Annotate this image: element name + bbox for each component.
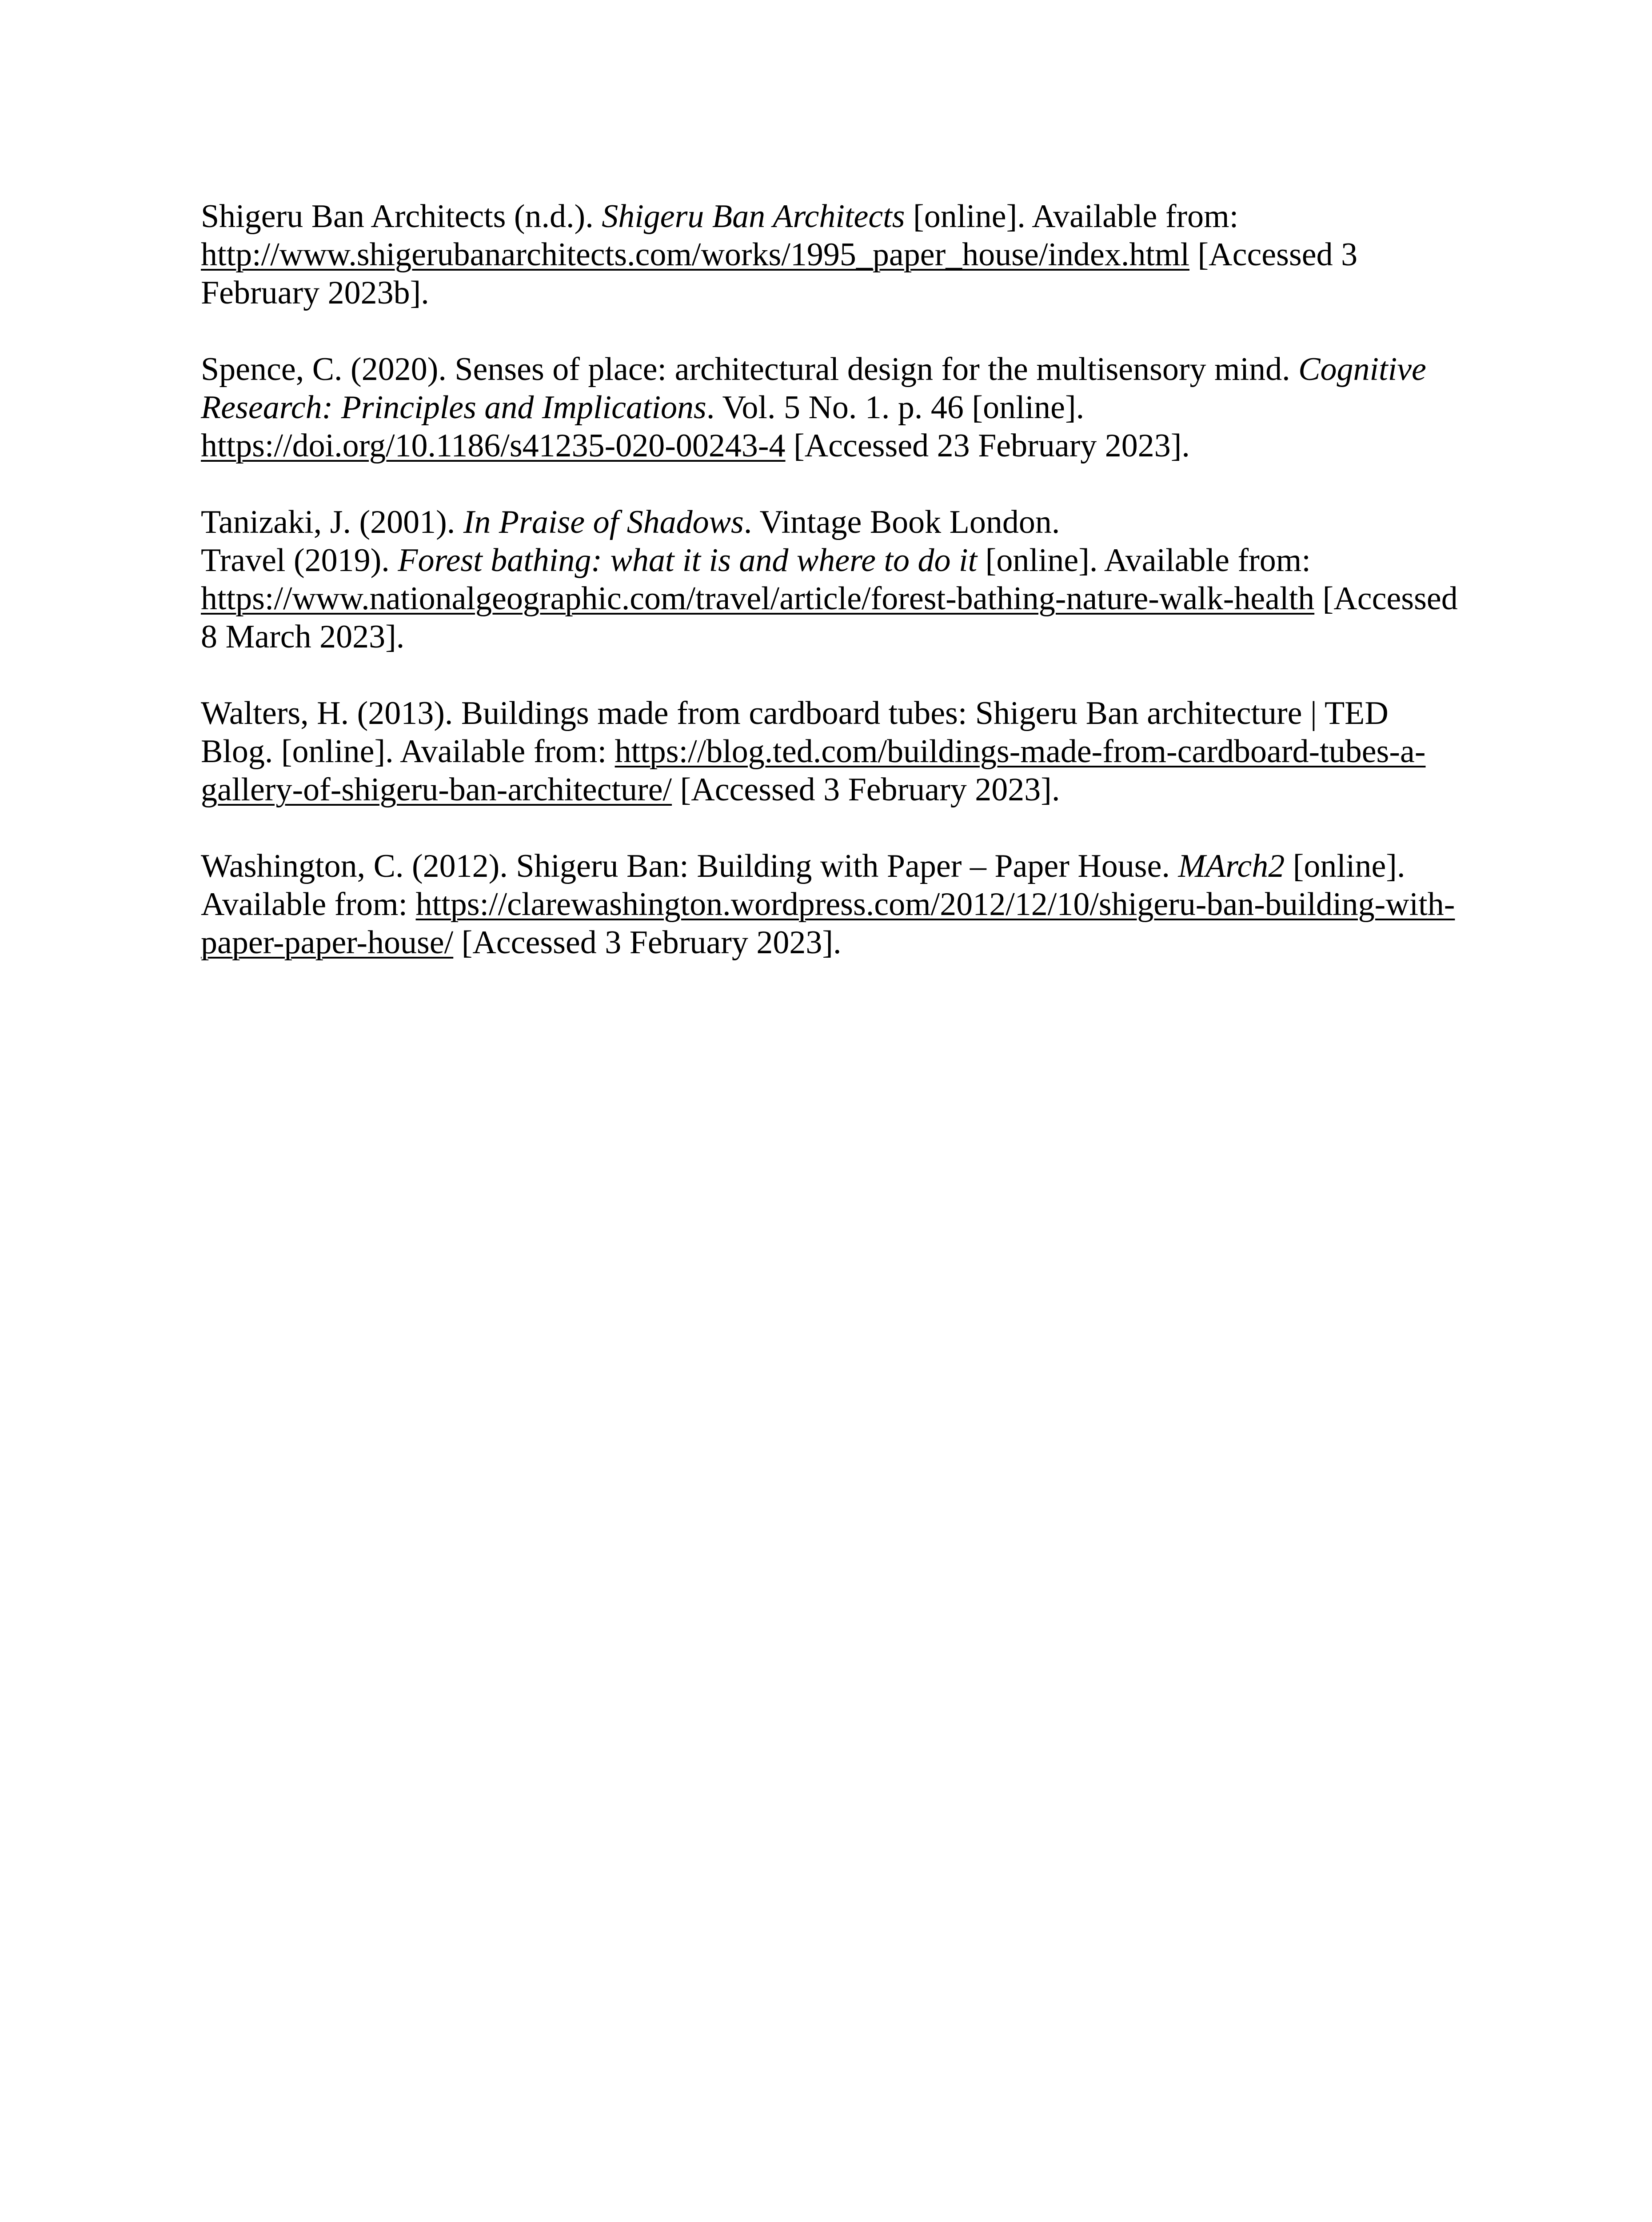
reference-entry	[201, 350, 1458, 465]
reference-entry	[201, 541, 1458, 656]
reference-text: [Accessed 3 February 2023].	[672, 771, 1060, 808]
reference-text: Walters, H. (2013). Buildings made from cardboard tubes: Shigeru Ban architecture | TED Blog. [online]. Available from:	[201, 695, 1389, 770]
reference-text: Spence, C. (2020). Senses of place: architectural design for the multisensory mind.	[201, 351, 1299, 388]
reference-link[interactable]: https://blog.ted.com/buildings-made-from-cardboard-tubes-a-gallery-of-shigeru-ban-architecture/	[201, 733, 1426, 808]
reference-text: Shigeru Ban Architects (n.d.).	[201, 198, 602, 235]
reference-text: . Vintage Book London.	[743, 504, 1060, 540]
reference-entry	[201, 503, 1458, 541]
reference-link[interactable]: http://www.shigerubanarchitects.com/works/1995_paper_house/index.html	[201, 236, 1190, 273]
reference-italic-title: In Praise of Shadows	[463, 504, 744, 540]
reference-text: Travel (2019).	[201, 542, 398, 579]
reference-text: Tanizaki, J. (2001).	[201, 504, 463, 540]
reference-list	[201, 197, 1458, 1000]
reference-text: [Accessed 3 February 2023b].	[201, 236, 1358, 311]
reference-link[interactable]: https://doi.org/10.1186/s41235-020-00243-4	[201, 428, 786, 464]
reference-text: [online]. Available from:	[905, 198, 1239, 235]
reference-text: [online]. Available from:	[201, 848, 1405, 923]
reference-text: [online]. Available from:	[977, 542, 1311, 579]
reference-link[interactable]: https://clarewashington.wordpress.com/2012/12/10/shigeru-ban-building-with-paper-paper-house/	[201, 886, 1455, 961]
reference-italic-title: Cognitive Research: Principles and Implications	[201, 351, 1426, 426]
reference-italic-title: MArch2	[1178, 848, 1285, 884]
reference-italic-title: Forest bathing: what it is and where to do it	[398, 542, 978, 579]
reference-link[interactable]: https://www.nationalgeographic.com/travel/article/forest-bathing-nature-walk-health	[201, 580, 1315, 617]
reference-entry	[201, 197, 1458, 312]
reference-text: . Vol. 5 No. 1. p. 46 [online].	[706, 389, 1085, 426]
reference-entry	[201, 694, 1458, 809]
reference-text: [Accessed 8 March 2023].	[201, 580, 1458, 655]
reference-text: Washington, C. (2012). Shigeru Ban: Building with Paper – Paper House.	[201, 848, 1178, 884]
reference-italic-title: Shigeru Ban Architects	[602, 198, 905, 235]
reference-text: [Accessed 3 February 2023].	[453, 924, 842, 961]
reference-text: [Accessed 23 February 2023].	[785, 428, 1190, 464]
reference-entry	[201, 847, 1458, 962]
